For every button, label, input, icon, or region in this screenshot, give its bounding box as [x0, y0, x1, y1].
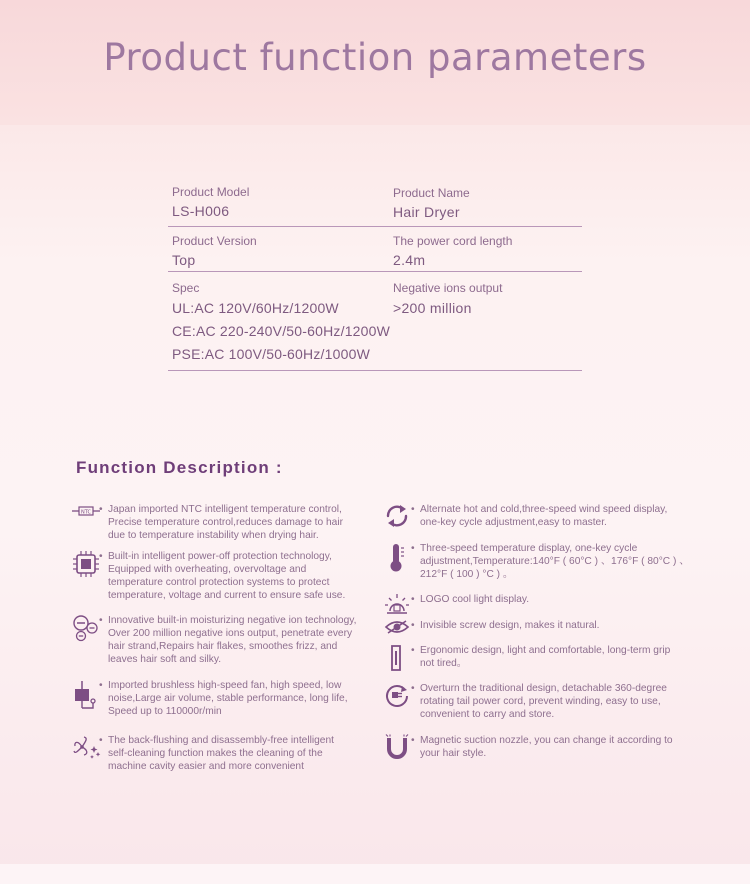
magnet-icon	[384, 734, 414, 760]
spec-table	[168, 180, 582, 371]
spec-label: Spec	[172, 281, 200, 295]
spec-row-spec	[168, 272, 582, 371]
version-value: Top	[172, 252, 196, 268]
feature-ergonomic-text: • Ergonomic design, light and comfortable, long-term grip not tired。	[420, 644, 670, 670]
svg-text:NTC: NTC	[81, 509, 91, 516]
spec-row-version	[168, 227, 582, 272]
self-cleaning-icon	[72, 734, 102, 760]
logo-light-icon	[384, 593, 414, 619]
rotating-plug-icon	[384, 682, 414, 708]
name-label: Product Name	[393, 186, 470, 200]
ntc-sensor-icon	[72, 503, 102, 529]
spec-row-model	[168, 180, 582, 227]
feature-temperature-text: • Three-speed temperature display, one-key cycle adjustment,Temperature:140°F ( 60°C ) 、176°F ( 80°C ) 、 212°F ( 100 ) °C ) 。	[420, 542, 689, 581]
name-value: Hair Dryer	[393, 204, 460, 220]
feature-ntc-text: • Japan imported NTC intelligent temperature control, Precise temperature control,reduces damage to hair due to temperature instability when drying hair.	[108, 503, 343, 542]
handle-icon	[384, 644, 414, 670]
bottom-band	[0, 864, 750, 884]
eye-icon	[384, 619, 414, 645]
feature-protection-text: • Built-in intelligent power-off protection technology, Equipped with overheating, overvoltage and temperature control protection systems to protect temperature, voltage and current to ensure safe use.	[108, 550, 345, 602]
model-label: Product Model	[172, 185, 250, 199]
feature-hot-cold-text: • Alternate hot and cold,three-speed wind speed display, one-key cycle adjustment,easy to master.	[420, 503, 667, 529]
spec-value-ce: CE:AC 220-240V/50-60Hz/1200W	[172, 323, 391, 339]
motor-icon	[72, 679, 102, 705]
page-title: Product function parameters	[103, 36, 647, 79]
feature-magnetic-nozzle-text: • Magnetic suction nozzle, you can change it according to your hair style.	[420, 734, 673, 760]
feature-negative-ion-text: • Innovative built-in moisturizing negative ion technology, Over 200 million negative ions output, penetrate every hair strand,Repairs hair flakes, smoothes frizz, and leaves hair soft and silky.	[108, 614, 356, 666]
chip-icon	[72, 550, 102, 576]
feature-logo-light-text: • LOGO cool light display.	[420, 593, 529, 606]
cycle-arrows-icon	[384, 503, 414, 529]
function-description-title: Function Description :	[76, 458, 283, 477]
ions-value: >200 million	[393, 300, 472, 316]
spec-value-pse: PSE:AC 100V/50-60Hz/1000W	[172, 346, 370, 362]
cord-label: The power cord length	[393, 234, 513, 248]
version-label: Product Version	[172, 234, 257, 248]
ions-label: Negative ions output	[393, 281, 503, 295]
thermometer-icon	[384, 542, 414, 568]
feature-motor-text: • Imported brushless high-speed fan, high speed, low noise,Large air volume, stable performance, long life, Speed up to 110000r/min	[108, 679, 348, 718]
spec-value-ul: UL:AC 120V/60Hz/1200W	[172, 300, 339, 316]
model-value: LS-H006	[172, 203, 230, 219]
negative-ion-icon	[72, 614, 102, 640]
feature-invisible-screw-text: • Invisible screw design, makes it natural.	[420, 619, 600, 632]
feature-rotating-cord-text: • Overturn the traditional design, detachable 360-degree rotating tail power cord, prevent winding, easy to use, convenient to carry and store.	[420, 682, 667, 721]
feature-self-cleaning-text: • The back-flushing and disassembly-free intelligent self-cleaning function makes the cleaning of the machine cavity easier and more convenient	[108, 734, 334, 773]
cord-value: 2.4m	[393, 252, 426, 268]
